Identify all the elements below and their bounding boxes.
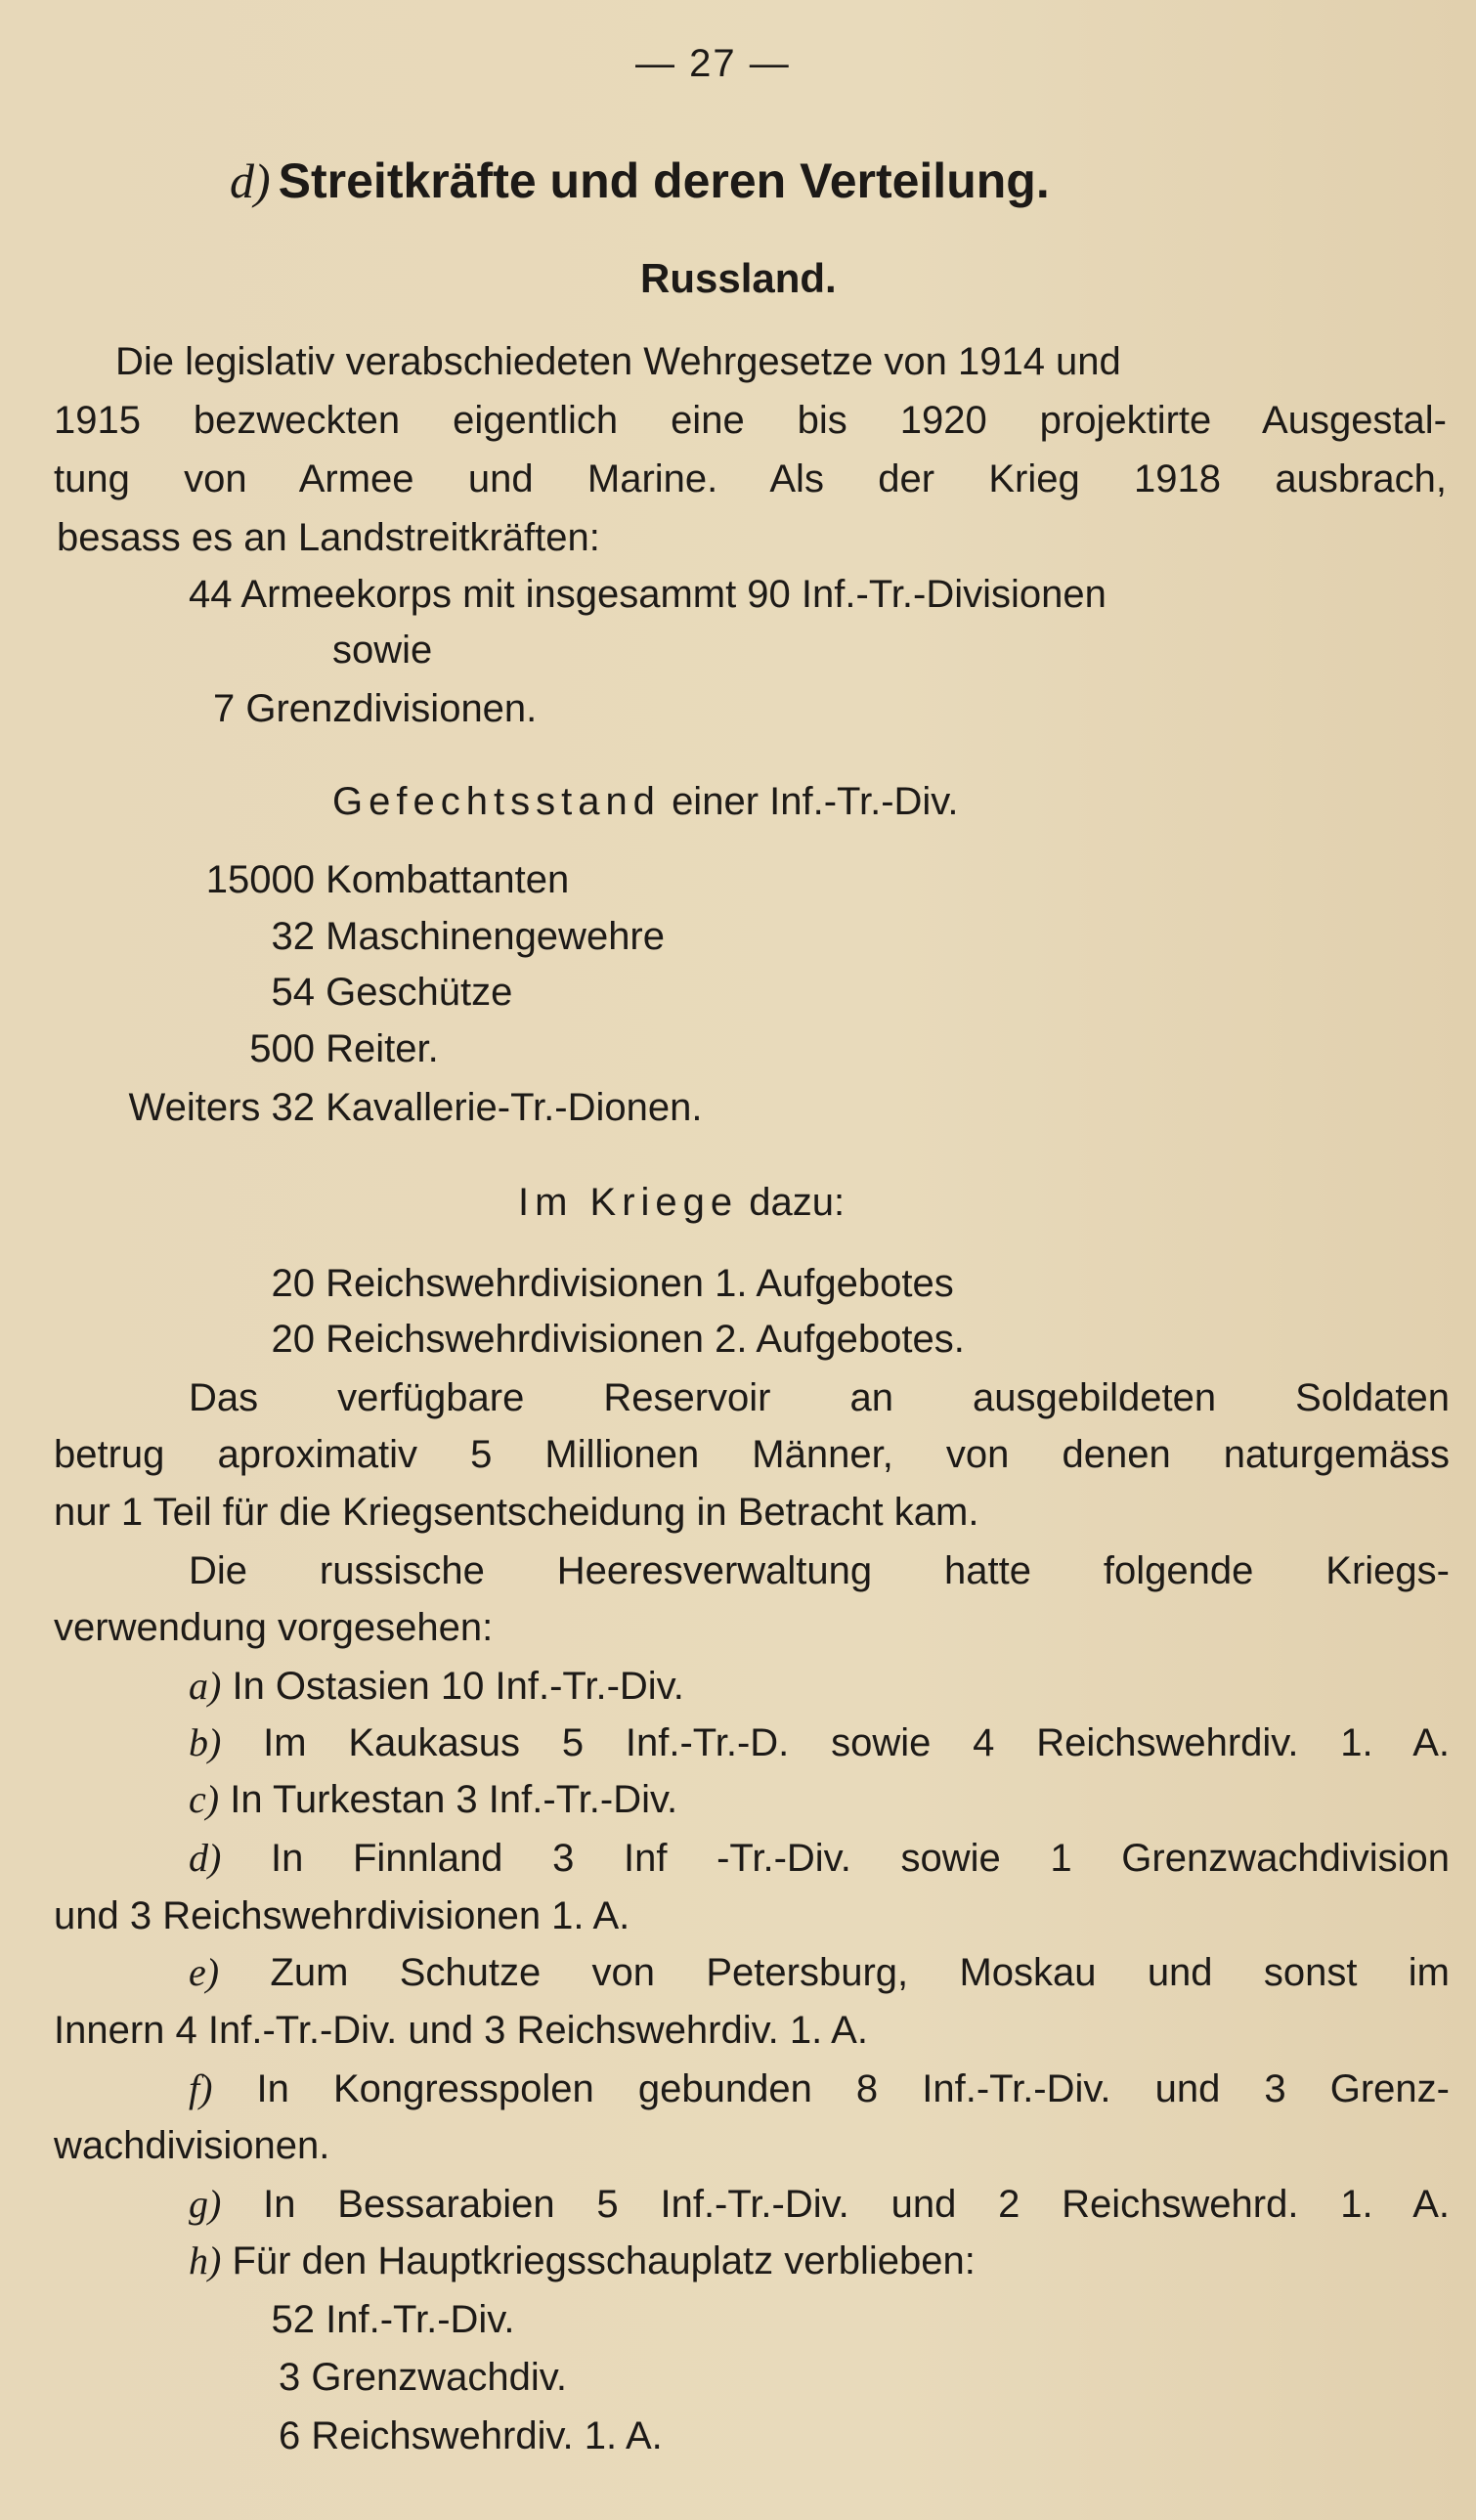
kriege-heading: Im Kriege dazu: xyxy=(518,1181,846,1224)
kriege-row: 20 Reichswehrdivisionen 1. Aufgebotes xyxy=(271,1262,954,1305)
list-item-e: e) Zum Schutze von Petersburg, Moskau und sonst im xyxy=(189,1950,1450,1994)
gefecht-row: 15000 Kombattanten xyxy=(205,858,570,901)
gefecht-row: 500 Reiter. xyxy=(249,1027,439,1070)
section-heading xyxy=(230,153,1050,208)
heading-letter: d) xyxy=(230,153,271,208)
heading-text: Streitkräfte und deren Verteilung. xyxy=(278,153,1050,208)
reservoir-line-3: nur 1 Teil für die Kriegsentscheidung in Betracht kam. xyxy=(54,1491,979,1534)
forces-line-3: 7 Grenzdivisionen. xyxy=(213,687,538,730)
forces-line-2: sowie xyxy=(332,629,433,672)
reservoir-line-2: betrug aproximativ 5 Millionen Männer, von denen naturgemäss xyxy=(54,1433,1450,1476)
list-item-a: a) In Ostasien 10 Inf.-Tr.-Div. xyxy=(189,1664,684,1708)
country-heading: Russland. xyxy=(640,255,837,301)
list-item-e-cont: Innern 4 Inf.-Tr.-Div. und 3 Reichswehrdiv. 1. A. xyxy=(54,2009,868,2052)
list-item-g: g) In Bessarabien 5 Inf.-Tr.-Div. und 2 Reichswehrd. 1. A. xyxy=(189,2182,1450,2226)
remaining-row: 52 Inf.-Tr.-Div. xyxy=(271,2298,515,2341)
kriege-row: 20 Reichswehrdivisionen 2. Aufgebotes. xyxy=(271,1318,965,1361)
list-item-c: c) In Turkestan 3 Inf.-Tr.-Div. xyxy=(189,1777,678,1821)
list-item-b: b) Im Kaukasus 5 Inf.-Tr.-D. sowie 4 Reichswehrdiv. 1. A. xyxy=(189,1720,1450,1764)
intro-line-4: besass es an Landstreitkräften: xyxy=(57,516,600,559)
intro-line-2: 1915 bezweckten eigentlich eine bis 1920 projektirte Ausgestal- xyxy=(54,399,1447,442)
gefecht-row: 54 Geschütze xyxy=(271,971,513,1014)
list-item-h: h) Für den Hauptkriegsschauplatz verblieben: xyxy=(189,2238,976,2282)
reservoir-line-1: Das verfügbare Reservoir an ausgebildeten Soldaten xyxy=(189,1376,1450,1419)
gefecht-heading: Gefechtsstand einer Inf.-Tr.-Div. xyxy=(332,780,959,823)
list-item-d: d) In Finnland 3 Inf -Tr.-Div. sowie 1 Grenzwachdivision xyxy=(189,1836,1450,1880)
list-item-f-cont: wachdivisionen. xyxy=(54,2124,330,2167)
gefecht-row: 32 Maschinengewehre xyxy=(271,915,665,958)
list-item-d-cont: und 3 Reichswehrdivisionen 1. A. xyxy=(54,1894,630,1937)
remaining-row: 3 Grenzwachdiv. xyxy=(279,2356,567,2399)
intro-line-3: tung von Armee und Marine. Als der Krieg 1918 ausbrach, xyxy=(54,457,1447,500)
intro-line-1: Die legislativ verabschiedeten Wehrgesetze von 1914 und xyxy=(115,340,1121,383)
page-number: — 27 — xyxy=(635,42,791,85)
verwaltung-line-2: verwendung vorgesehen: xyxy=(54,1606,494,1649)
forces-line-1: 44 Armeekorps mit insgesammt 90 Inf.-Tr.-Divisionen xyxy=(189,573,1107,616)
remaining-row: 6 Reichswehrdiv. 1. A. xyxy=(279,2414,663,2457)
verwaltung-line-1: Die russische Heeresverwaltung hatte folgende Kriegs- xyxy=(189,1549,1450,1592)
gefecht-row: Weiters 32 Kavallerie-Tr.-Dionen. xyxy=(128,1086,703,1129)
list-item-f: f) In Kongresspolen gebunden 8 Inf.-Tr.-Div. und 3 Grenz- xyxy=(189,2066,1450,2110)
